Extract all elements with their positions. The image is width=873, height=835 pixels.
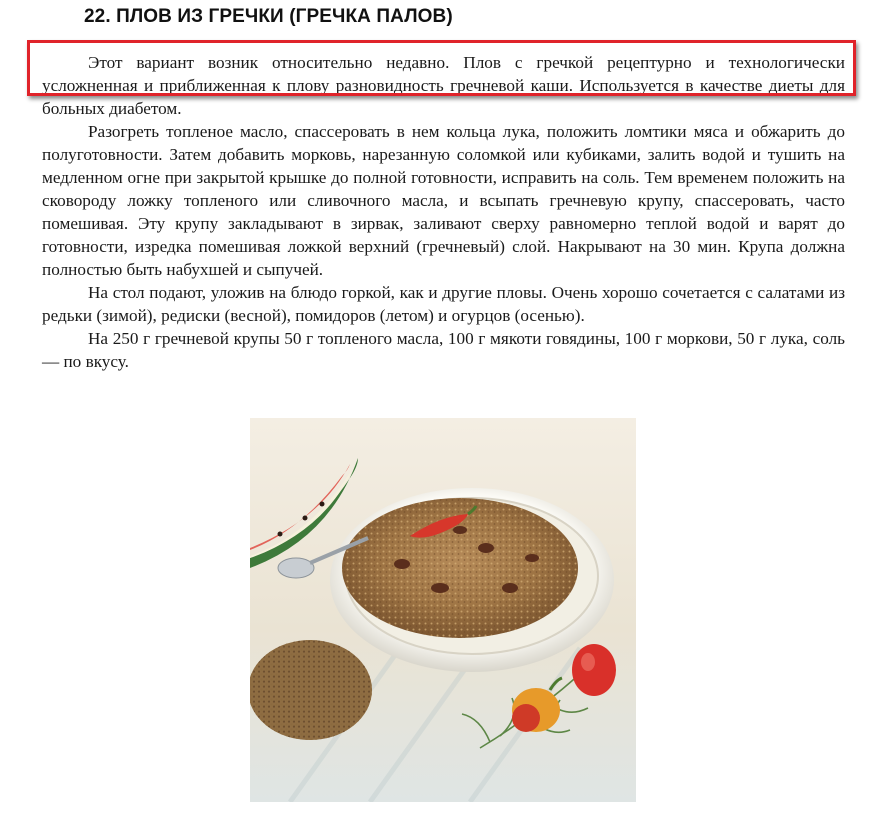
plov-dish-photo	[250, 418, 636, 802]
recipe-text	[42, 51, 845, 373]
red-highlight-frame	[27, 40, 856, 96]
recipe-title: 22. ПЛОВ ИЗ ГРЕЧКИ (ГРЕЧКА ПАЛОВ)	[84, 6, 453, 27]
intro-paragraph: Этот вариант возник относительно недавно. Плов с гречкой рецептурно и технологически усложненная и приближенная к плову разновидность гречневой каши. Используется в качестве диеты для больных диабетом.	[42, 53, 845, 118]
method-paragraph: Разогреть топленое масло, спассеровать в нем кольца лука, положить ломтики мяса и обжарить до полуготовности. Затем добавить морковь, нарезанную соломкой или кубиками, залить водой и тушить на медленном огне при закрытой крышке до полной готовности, исправить на соль. Тем временем положить на сковороду ложку топленого или сливочного масла, и всыпать гречневую крупу, спассеровать, часто помешивая. Эту крупу закладывают в зирвак, заливают сверху равномерно теплой водой и варят до готовности, изредка помешивая ложкой верхний (гречневый) слой. Накрывают на 30 мин. Крупа должна полностью быть набухшей и сыпучей.	[42, 122, 845, 279]
serving-paragraph: На стол подают, уложив на блюдо горкой, как и другие пловы. Очень хорошо сочетается с салатами из редьки (зимой), редиски (весной), помидоров (летом) и огурцов (осенью).	[42, 283, 845, 325]
ingredients-paragraph: На 250 г гречневой крупы 50 г топленого масла, 100 г мякоти говядины, 100 г моркови, 50 г лука, соль — по вкусу.	[42, 329, 845, 371]
